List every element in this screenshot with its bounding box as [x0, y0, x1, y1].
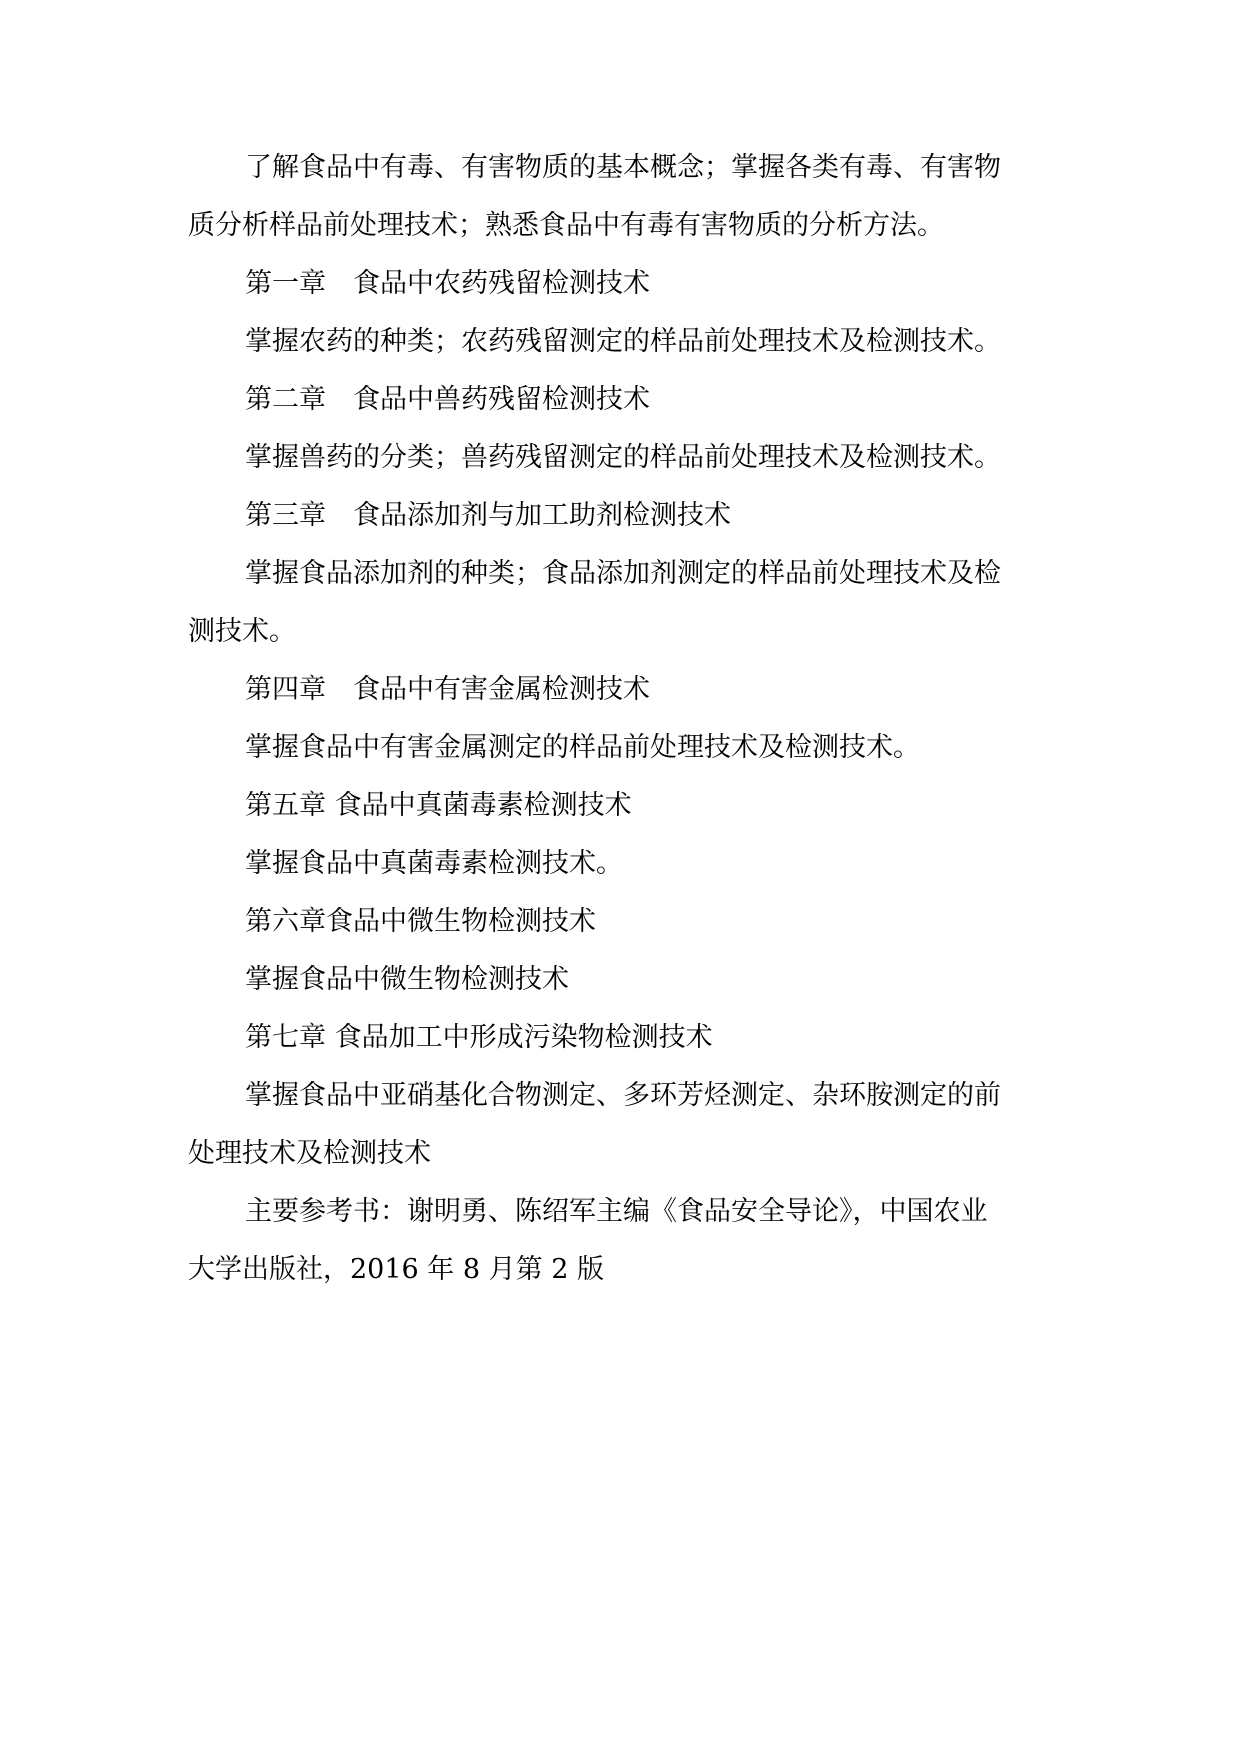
chapter-4-desc: 掌握食品中有害金属测定的样品前处理技术及检测技术。 [245, 732, 920, 763]
chapter-2-desc: 掌握兽药的分类；兽药残留测定的样品前处理技术及检测技术。 [245, 442, 1001, 473]
chapter-3-desc-2: 测技术。 [188, 616, 296, 647]
chapter-4-title: 第四章 食品中有害金属检测技术 [245, 674, 650, 705]
chapter-5-title: 第五章 食品中真菌毒素检测技术 [245, 790, 632, 821]
intro-line-2: 质分析样品前处理技术；熟悉食品中有毒有害物质的分析方法。 [188, 210, 944, 241]
chapter-2-title: 第二章 食品中兽药残留检测技术 [245, 384, 650, 415]
reference-line-1: 主要参考书：谢明勇、陈绍军主编《食品安全导论》，中国农业 [245, 1196, 988, 1227]
chapter-5-desc: 掌握食品中真菌毒素检测技术。 [245, 848, 623, 879]
chapter-6-desc: 掌握食品中微生物检测技术 [245, 964, 569, 995]
chapter-3-desc-1: 掌握食品添加剂的种类；食品添加剂测定的样品前处理技术及检 [245, 558, 1001, 589]
chapter-7-desc-2: 处理技术及检测技术 [188, 1138, 431, 1169]
intro-line-1: 了解食品中有毒、有害物质的基本概念；掌握各类有毒、有害物 [245, 152, 1001, 183]
chapter-3-title: 第三章 食品添加剂与加工助剂检测技术 [245, 500, 731, 531]
reference-line-2: 大学出版社，2016 年 8 月第 2 版 [188, 1254, 604, 1285]
chapter-7-title: 第七章 食品加工中形成污染物检测技术 [245, 1022, 713, 1053]
chapter-1-desc: 掌握农药的种类；农药残留测定的样品前处理技术及检测技术。 [245, 326, 1001, 357]
chapter-7-desc-1: 掌握食品中亚硝基化合物测定、多环芳烃测定、杂环胺测定的前 [245, 1080, 1001, 1111]
chapter-6-title: 第六章食品中微生物检测技术 [245, 906, 596, 937]
chapter-1-title: 第一章 食品中农药残留检测技术 [245, 268, 650, 299]
